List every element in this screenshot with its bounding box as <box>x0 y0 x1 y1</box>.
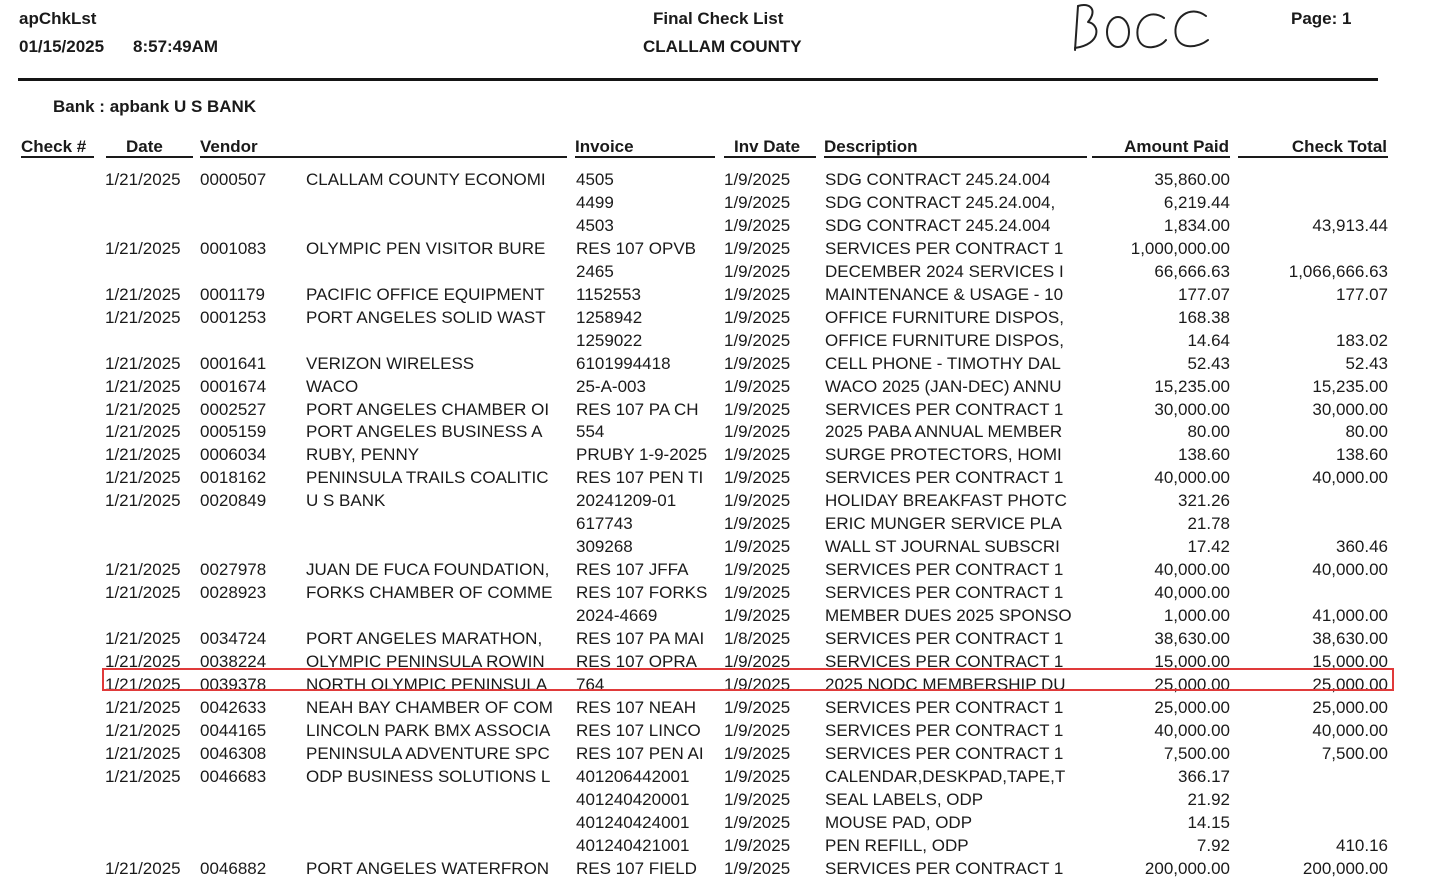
row-inv-date: 1/9/2025 <box>724 192 791 212</box>
row-inv-date: 1/9/2025 <box>724 399 791 419</box>
row-inv-date: 1/9/2025 <box>724 674 791 694</box>
row-check-total: 25,000.00 <box>1312 674 1388 694</box>
row-amount-paid: 7.92 <box>1196 835 1230 855</box>
row-vendor-name: NORTH OLYMPIC PENINSULA <box>306 674 548 694</box>
row-vendor-name: PORT ANGELES SOLID WAST <box>306 307 546 327</box>
row-amount-paid: 40,000.00 <box>1154 583 1230 603</box>
row-check-total: 7,500.00 <box>1321 743 1388 763</box>
row-check-total: 25,000.00 <box>1312 697 1388 717</box>
row-description: SERVICES PER CONTRACT 1 <box>825 858 1064 878</box>
row-vendor-number: 0027978 <box>200 560 267 580</box>
row-date: 1/21/2025 <box>105 238 181 258</box>
row-vendor-number: 0001674 <box>200 376 267 396</box>
row-vendor-number: 0020849 <box>200 491 267 511</box>
table-row <box>0 375 1431 398</box>
report-time: 8:57:49AM <box>133 37 219 56</box>
row-description: SERVICES PER CONTRACT 1 <box>825 399 1064 419</box>
col-amount-paid: Amount Paid <box>1124 137 1229 156</box>
row-amount-paid: 25,000.00 <box>1154 697 1230 717</box>
row-invoice: 2465 <box>576 261 614 281</box>
row-check-total: 38,630.00 <box>1312 629 1388 648</box>
row-date: 1/21/2025 <box>105 858 181 878</box>
row-description: OFFICE FURNITURE DISPOS, <box>825 330 1064 350</box>
row-inv-date: 1/9/2025 <box>724 422 791 442</box>
table-row <box>0 558 1431 581</box>
row-invoice: 4499 <box>576 192 614 212</box>
row-date: 1/21/2025 <box>105 284 181 304</box>
row-date: 1/21/2025 <box>105 399 181 419</box>
row-description: 2025 NODC MEMBERSHIP DU <box>825 674 1066 694</box>
row-vendor-name: PORT ANGELES CHAMBER OI <box>306 399 550 419</box>
table-row <box>0 627 1431 650</box>
row-inv-date: 1/9/2025 <box>724 537 791 557</box>
row-vendor-number: 0042633 <box>200 697 267 717</box>
row-description: SERVICES PER CONTRACT 1 <box>825 697 1064 717</box>
row-vendor-number: 0038224 <box>200 651 267 671</box>
table-row <box>0 443 1431 466</box>
row-amount-paid: 1,834.00 <box>1163 215 1230 235</box>
row-description: SERVICES PER CONTRACT 1 <box>825 468 1064 488</box>
row-invoice: 764 <box>576 674 605 694</box>
row-invoice: RES 107 JFFA <box>576 560 689 580</box>
row-vendor-name: PENINSULA TRAILS COALITIC <box>306 468 549 488</box>
row-invoice: 401240421001 <box>576 835 690 855</box>
row-check-total: 43,913.44 <box>1312 215 1388 235</box>
row-inv-date: 1/9/2025 <box>724 468 791 488</box>
table-row <box>0 352 1431 375</box>
row-date: 1/21/2025 <box>105 468 181 488</box>
row-description: SERVICES PER CONTRACT 1 <box>825 720 1064 740</box>
row-invoice: RES 107 OPVB <box>576 238 697 258</box>
row-date: 1/21/2025 <box>105 720 181 740</box>
row-invoice: 20241209-01 <box>576 491 677 511</box>
row-vendor-name: CLALLAM COUNTY ECONOMI <box>306 170 546 189</box>
row-check-total: 15,000.00 <box>1312 651 1388 671</box>
row-vendor-number: 0001641 <box>200 353 267 373</box>
table-row <box>0 788 1431 811</box>
row-invoice: 4503 <box>576 215 614 235</box>
row-check-total: 410.16 <box>1336 835 1388 855</box>
report-date: 01/15/2025 <box>19 37 105 56</box>
page-number: Page: 1 <box>1291 9 1352 28</box>
row-amount-paid: 40,000.00 <box>1154 720 1230 740</box>
row-vendor-number: 0005159 <box>200 422 267 442</box>
row-invoice: 1258942 <box>576 307 643 327</box>
table-row <box>0 489 1431 512</box>
row-description: PEN REFILL, ODP <box>825 835 969 855</box>
row-invoice: RES 107 NEAH <box>576 697 696 717</box>
row-inv-date: 1/9/2025 <box>724 284 791 304</box>
row-inv-date: 1/9/2025 <box>724 514 791 534</box>
row-invoice: RES 107 LINCO <box>576 720 701 740</box>
row-vendor-name: PORT ANGELES WATERFRON <box>306 858 550 878</box>
row-vendor-number: 0018162 <box>200 468 267 488</box>
row-inv-date: 1/9/2025 <box>724 376 791 396</box>
row-invoice: RES 107 PEN AI <box>576 743 704 763</box>
table-row <box>0 306 1431 329</box>
row-inv-date: 1/9/2025 <box>724 491 791 511</box>
row-invoice: RES 107 PA CH <box>576 399 699 419</box>
row-amount-paid: 52.43 <box>1187 353 1230 373</box>
table-row <box>0 214 1431 237</box>
row-check-total: 200,000.00 <box>1302 858 1388 878</box>
table-row <box>0 191 1431 214</box>
col-underline <box>21 156 94 158</box>
row-date: 1/21/2025 <box>105 491 181 511</box>
row-amount-paid: 40,000.00 <box>1154 468 1230 488</box>
row-date: 1/21/2025 <box>105 743 181 763</box>
bank-label: Bank : <box>53 97 105 116</box>
table-row <box>0 283 1431 306</box>
row-inv-date: 1/9/2025 <box>724 330 791 350</box>
row-amount-paid: 6,219.44 <box>1163 192 1230 212</box>
row-date: 1/21/2025 <box>105 560 181 580</box>
row-vendor-name: LINCOLN PARK BMX ASSOCIA <box>306 720 551 740</box>
row-vendor-name: PORT ANGELES BUSINESS A <box>306 422 543 442</box>
row-date: 1/21/2025 <box>105 651 181 671</box>
row-check-total: 40,000.00 <box>1312 720 1388 740</box>
row-description: DECEMBER 2024 SERVICES I <box>825 261 1064 281</box>
row-vendor-number: 0000507 <box>200 170 267 189</box>
row-check-total: 40,000.00 <box>1312 468 1388 488</box>
col-invoice: Invoice <box>575 137 634 156</box>
row-invoice: 554 <box>576 422 605 442</box>
row-vendor-name: ODP BUSINESS SOLUTIONS L <box>306 766 551 786</box>
row-amount-paid: 15,235.00 <box>1154 376 1230 396</box>
row-date: 1/21/2025 <box>105 697 181 717</box>
row-check-total: 52.43 <box>1345 353 1388 373</box>
report-id: apChkLst <box>19 9 97 28</box>
row-description: SURGE PROTECTORS, HOMI <box>825 445 1062 465</box>
row-vendor-number: 0044165 <box>200 720 267 740</box>
bank-value: apbank U S BANK <box>109 97 257 116</box>
row-vendor-number: 0002527 <box>200 399 267 419</box>
row-invoice: 309268 <box>576 537 633 557</box>
row-check-total: 40,000.00 <box>1312 560 1388 580</box>
row-amount-paid: 17.42 <box>1187 537 1230 557</box>
row-vendor-number: 0001083 <box>200 238 267 258</box>
col-underline <box>1092 156 1230 158</box>
row-description: CELL PHONE - TIMOTHY DAL <box>825 353 1061 373</box>
row-invoice: 2024-4669 <box>576 606 658 626</box>
report-title: Final Check List <box>653 9 784 28</box>
row-description: SERVICES PER CONTRACT 1 <box>825 743 1064 763</box>
row-date: 1/21/2025 <box>105 422 181 442</box>
row-date: 1/21/2025 <box>105 583 181 603</box>
row-invoice: 4505 <box>576 170 614 189</box>
row-description: SEAL LABELS, ODP <box>825 789 984 809</box>
table-row <box>0 604 1431 627</box>
table-row <box>0 811 1431 834</box>
row-amount-paid: 7,500.00 <box>1163 743 1230 763</box>
row-vendor-number: 0001179 <box>200 284 265 304</box>
table-row <box>0 765 1431 788</box>
row-inv-date: 1/9/2025 <box>724 720 791 740</box>
row-vendor-name: OLYMPIC PEN VISITOR BURE <box>306 238 546 258</box>
row-amount-paid: 177.07 <box>1178 284 1230 304</box>
header-rule <box>18 78 1378 81</box>
row-invoice: 401206442001 <box>576 766 690 786</box>
row-check-total: 360.46 <box>1336 537 1388 557</box>
row-description: SDG CONTRACT 245.24.004 <box>825 170 1051 189</box>
row-check-total: 183.02 <box>1336 330 1388 350</box>
col-check-total: Check Total <box>1291 137 1387 156</box>
row-check-total: 138.60 <box>1336 445 1388 465</box>
row-invoice: 25-A-003 <box>576 376 646 396</box>
row-description: WALL ST JOURNAL SUBSCRI <box>825 537 1060 557</box>
row-amount-paid: 1,000,000.00 <box>1130 238 1230 258</box>
table-row <box>0 260 1431 283</box>
col-underline <box>200 156 567 158</box>
row-inv-date: 1/9/2025 <box>724 766 791 786</box>
row-inv-date: 1/8/2025 <box>724 629 791 648</box>
row-vendor-number: 0001253 <box>200 307 267 327</box>
row-vendor-name: OLYMPIC PENINSULA ROWIN <box>306 651 545 671</box>
col-check-number: Check # <box>21 137 87 156</box>
table-row <box>0 719 1431 742</box>
row-inv-date: 1/9/2025 <box>724 445 791 465</box>
row-vendor-number: 0006034 <box>200 445 267 465</box>
table-row <box>0 581 1431 604</box>
row-description: MAINTENANCE & USAGE - 10 <box>825 284 1064 304</box>
row-date: 1/21/2025 <box>105 766 181 786</box>
row-vendor-number: 0046683 <box>200 766 267 786</box>
table-row <box>0 398 1431 421</box>
row-description: SDG CONTRACT 245.24.004, <box>825 192 1056 212</box>
row-description: ERIC MUNGER SERVICE PLA <box>825 514 1062 534</box>
row-date: 1/21/2025 <box>105 376 181 396</box>
row-inv-date: 1/9/2025 <box>724 170 791 189</box>
check-list-table <box>0 168 1431 878</box>
row-description: WACO 2025 (JAN-DEC) ANNU <box>825 376 1062 396</box>
table-row <box>0 857 1431 880</box>
row-amount-paid: 321.26 <box>1178 491 1230 511</box>
table-row <box>0 742 1431 765</box>
col-description: Description <box>824 137 918 156</box>
row-invoice: 617743 <box>576 514 633 534</box>
row-vendor-name: VERIZON WIRELESS <box>306 353 475 373</box>
row-amount-paid: 366.17 <box>1178 766 1230 786</box>
table-row <box>0 512 1431 535</box>
row-inv-date: 1/9/2025 <box>724 858 791 878</box>
row-description: HOLIDAY BREAKFAST PHOTC <box>825 491 1067 511</box>
row-invoice: 1259022 <box>576 330 643 350</box>
table-row <box>0 535 1431 558</box>
row-date: 1/21/2025 <box>105 674 181 694</box>
row-date: 1/21/2025 <box>105 307 181 327</box>
row-description: MOUSE PAD, ODP <box>825 812 973 832</box>
row-inv-date: 1/9/2025 <box>724 697 791 717</box>
table-row <box>0 237 1431 260</box>
row-amount-paid: 40,000.00 <box>1154 560 1230 580</box>
col-inv-date: Inv Date <box>734 137 801 156</box>
row-vendor-number: 0039378 <box>200 674 267 694</box>
row-vendor-name: PACIFIC OFFICE EQUIPMENT <box>306 284 545 304</box>
row-amount-paid: 38,630.00 <box>1154 629 1230 648</box>
row-invoice: RES 107 FIELD <box>576 858 697 878</box>
row-inv-date: 1/9/2025 <box>724 215 791 235</box>
row-vendor-name: FORKS CHAMBER OF COMME <box>306 583 553 603</box>
highlighted-row-box <box>102 668 1394 691</box>
row-description: SERVICES PER CONTRACT 1 <box>825 583 1064 603</box>
row-inv-date: 1/9/2025 <box>724 307 791 327</box>
row-inv-date: 1/9/2025 <box>724 261 791 281</box>
row-description: SDG CONTRACT 245.24.004 <box>825 215 1051 235</box>
col-underline <box>724 156 816 158</box>
row-check-total: 80.00 <box>1345 422 1388 442</box>
row-invoice: 401240420001 <box>576 789 690 809</box>
row-amount-paid: 21.92 <box>1187 789 1230 809</box>
row-vendor-number: 0046308 <box>200 743 267 763</box>
row-amount-paid: 138.60 <box>1178 445 1230 465</box>
row-amount-paid: 14.15 <box>1187 812 1230 832</box>
row-inv-date: 1/9/2025 <box>724 606 791 626</box>
row-vendor-name: RUBY, PENNY <box>306 445 420 465</box>
row-invoice: 1152553 <box>576 284 641 304</box>
col-vendor: Vendor <box>200 137 258 156</box>
row-inv-date: 1/9/2025 <box>724 651 791 671</box>
row-inv-date: 1/9/2025 <box>724 238 791 258</box>
row-invoice: PRUBY 1-9-2025 <box>576 445 708 465</box>
row-check-total: 30,000.00 <box>1312 399 1388 419</box>
row-amount-paid: 168.38 <box>1178 307 1230 327</box>
row-amount-paid: 15,000.00 <box>1154 651 1230 671</box>
table-row <box>0 168 1431 191</box>
col-underline <box>106 156 193 158</box>
row-check-total: 1,066,666.63 <box>1288 261 1388 281</box>
table-row <box>0 329 1431 352</box>
row-amount-paid: 66,666.63 <box>1154 261 1230 281</box>
row-amount-paid: 30,000.00 <box>1154 399 1230 419</box>
row-date: 1/21/2025 <box>105 353 181 373</box>
row-date: 1/21/2025 <box>105 170 181 189</box>
row-amount-paid: 25,000.00 <box>1154 674 1230 694</box>
row-vendor-name: JUAN DE FUCA FOUNDATION, <box>306 560 550 580</box>
row-amount-paid: 35,860.00 <box>1154 170 1230 189</box>
row-vendor-number: 0046882 <box>200 858 267 878</box>
row-description: CALENDAR,DESKPAD,TAPE,T <box>825 766 1066 786</box>
row-invoice: 6101994418 <box>576 353 671 373</box>
row-amount-paid: 1,000.00 <box>1163 606 1230 626</box>
row-vendor-name: U S BANK <box>306 491 386 511</box>
row-inv-date: 1/9/2025 <box>724 835 791 855</box>
bank-line <box>53 97 256 117</box>
row-inv-date: 1/9/2025 <box>724 583 791 603</box>
row-amount-paid: 21.78 <box>1187 514 1230 534</box>
table-row <box>0 420 1431 443</box>
row-inv-date: 1/9/2025 <box>724 560 791 580</box>
table-row <box>0 696 1431 719</box>
table-row <box>0 834 1431 857</box>
handwritten-note <box>1068 0 1218 56</box>
row-vendor-number: 0028923 <box>200 583 267 603</box>
row-description: SERVICES PER CONTRACT 1 <box>825 238 1064 258</box>
row-date: 1/21/2025 <box>105 629 181 648</box>
row-check-total: 15,235.00 <box>1312 376 1388 396</box>
col-underline <box>575 156 715 158</box>
row-inv-date: 1/9/2025 <box>724 812 791 832</box>
row-description: SERVICES PER CONTRACT 1 <box>825 560 1064 580</box>
row-vendor-name: NEAH BAY CHAMBER OF COM <box>306 697 553 717</box>
county-name: CLALLAM COUNTY <box>643 37 802 56</box>
row-invoice: RES 107 PEN TI <box>576 468 704 488</box>
col-date: Date <box>126 137 163 156</box>
row-check-total: 41,000.00 <box>1312 606 1388 626</box>
row-description: 2025 PABA ANNUAL MEMBER <box>825 422 1063 442</box>
row-vendor-name: WACO <box>306 376 359 396</box>
row-amount-paid: 14.64 <box>1187 330 1230 350</box>
row-vendor-name: PORT ANGELES MARATHON, <box>306 629 543 648</box>
row-inv-date: 1/9/2025 <box>724 743 791 763</box>
row-vendor-name: PENINSULA ADVENTURE SPC <box>306 743 550 763</box>
row-description: MEMBER DUES 2025 SPONSO <box>825 606 1072 626</box>
row-description: SERVICES PER CONTRACT 1 <box>825 629 1064 648</box>
row-date: 1/21/2025 <box>105 445 181 465</box>
row-vendor-number: 0034724 <box>200 629 267 648</box>
row-invoice: RES 107 PA MAI <box>576 629 705 648</box>
row-description: SERVICES PER CONTRACT 1 <box>825 651 1064 671</box>
row-invoice: 401240424001 <box>576 812 690 832</box>
row-inv-date: 1/9/2025 <box>724 789 791 809</box>
row-invoice: RES 107 OPRA <box>576 651 697 671</box>
table-row <box>0 466 1431 489</box>
row-check-total: 177.07 <box>1336 284 1388 304</box>
row-invoice: RES 107 FORKS <box>576 583 708 603</box>
row-inv-date: 1/9/2025 <box>724 353 791 373</box>
row-description: OFFICE FURNITURE DISPOS, <box>825 307 1064 327</box>
row-amount-paid: 200,000.00 <box>1144 858 1230 878</box>
row-amount-paid: 80.00 <box>1187 422 1230 442</box>
col-underline <box>1238 156 1388 158</box>
col-underline <box>824 156 1087 158</box>
